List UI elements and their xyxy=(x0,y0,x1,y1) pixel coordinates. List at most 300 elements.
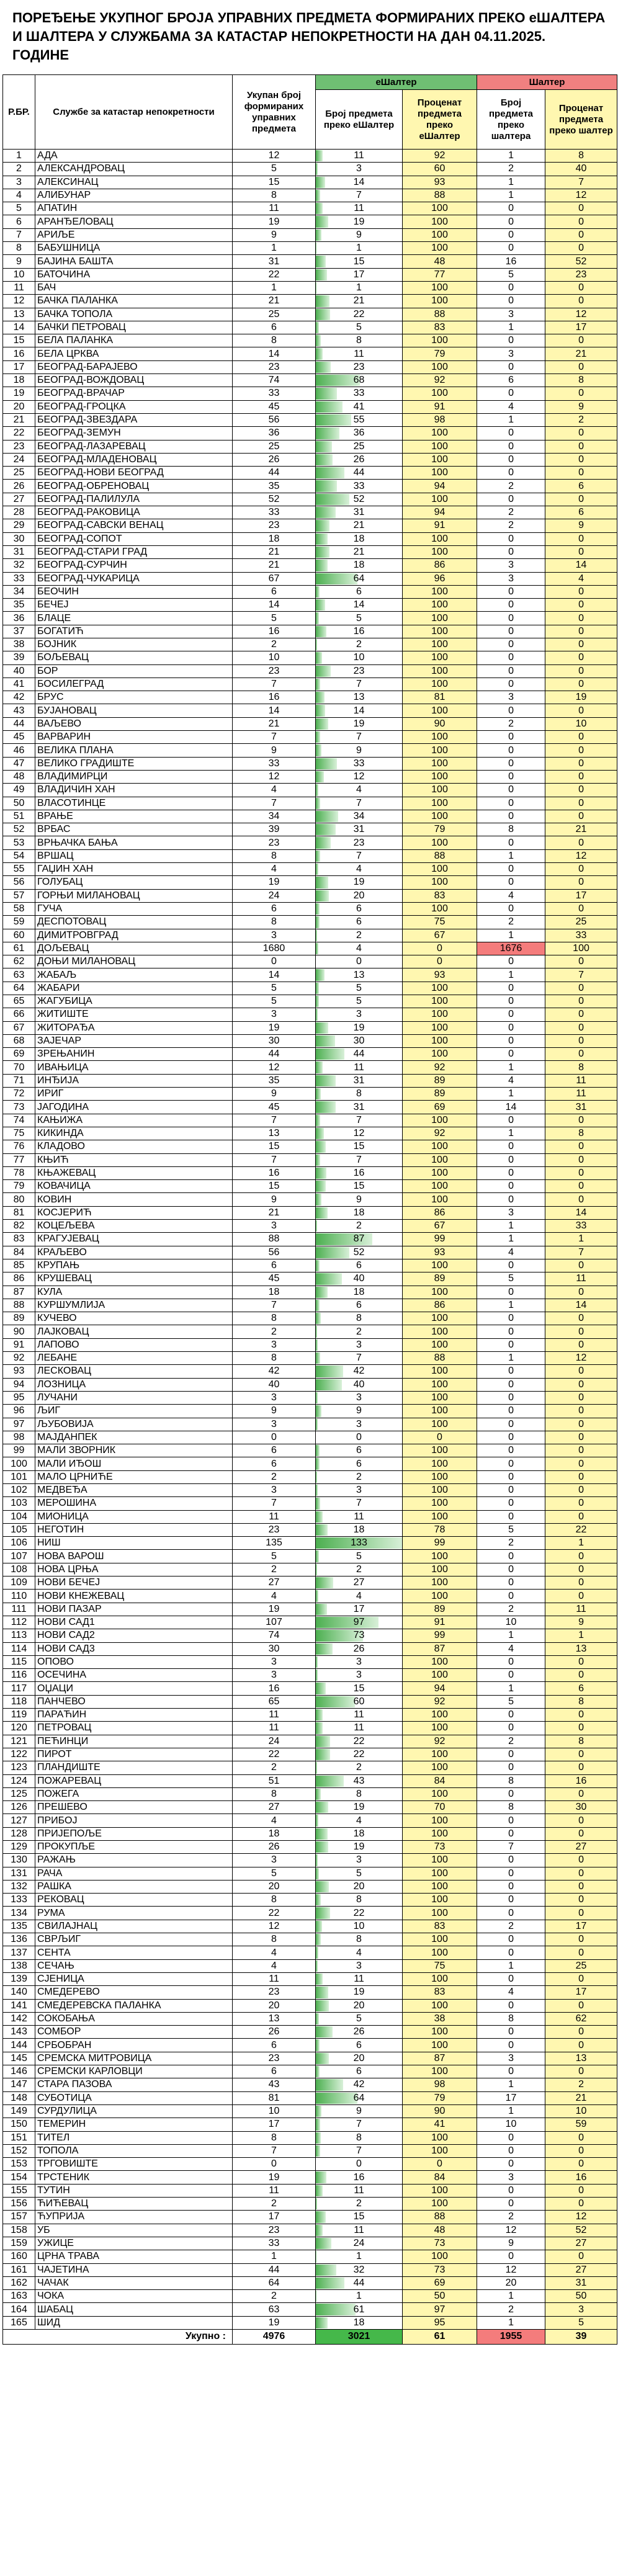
row-s-pct: 0 xyxy=(545,1391,617,1404)
table-row xyxy=(3,506,617,519)
row-e-pct: 100 xyxy=(403,1497,477,1510)
row-e-pct: 89 xyxy=(403,1074,477,1087)
row-number: 3 xyxy=(3,176,35,189)
table-row xyxy=(3,2224,617,2237)
row-total: 4 xyxy=(233,1959,316,1972)
row-total: 11 xyxy=(233,2184,316,2197)
table-row xyxy=(3,1431,617,1444)
row-number: 87 xyxy=(3,1286,35,1299)
row-s-pct: 0 xyxy=(545,625,617,638)
row-e-pct: 100 xyxy=(403,1444,477,1457)
row-s-count: 6 xyxy=(477,374,545,387)
table-row xyxy=(3,1933,617,1946)
row-e-pct: 97 xyxy=(403,2303,477,2316)
row-e-count xyxy=(316,2026,403,2039)
row-total: 23 xyxy=(233,836,316,849)
e-count-value: 3 xyxy=(356,1392,362,1403)
row-total: 51 xyxy=(233,1774,316,1787)
row-s-count: 1 xyxy=(477,968,545,982)
table-row xyxy=(3,1669,617,1682)
e-count-bar xyxy=(316,1709,323,1720)
e-count-bar xyxy=(316,851,320,862)
e-count-value: 43 xyxy=(353,1775,365,1786)
row-service-name: ВАЉЕВО xyxy=(35,717,233,730)
e-count-bar xyxy=(316,2013,319,2024)
e-count-value: 7 xyxy=(356,850,362,861)
e-count-bar xyxy=(316,1128,324,1139)
row-e-count xyxy=(316,2224,403,2237)
table-row xyxy=(3,2250,617,2263)
e-count-bar xyxy=(316,811,338,822)
row-number: 48 xyxy=(3,770,35,783)
row-s-pct: 12 xyxy=(545,308,617,321)
row-s-count: 2 xyxy=(477,1920,545,1933)
row-s-pct: 19 xyxy=(545,691,617,704)
row-number: 11 xyxy=(3,281,35,294)
header-e-count: Број предмета преко еШалтер xyxy=(316,90,403,150)
row-number: 6 xyxy=(3,215,35,228)
e-count-value: 41 xyxy=(353,401,365,412)
row-e-pct: 100 xyxy=(403,982,477,995)
row-service-name: ТЕМЕРИН xyxy=(35,2118,233,2131)
row-e-count xyxy=(316,1140,403,1153)
row-service-name: БОЈНИК xyxy=(35,638,233,651)
row-s-pct: 27 xyxy=(545,2263,617,2276)
row-number: 148 xyxy=(3,2091,35,2104)
table-row xyxy=(3,360,617,373)
row-number: 14 xyxy=(3,321,35,334)
e-count-bar xyxy=(316,903,320,915)
e-count-bar xyxy=(316,679,320,690)
row-e-count xyxy=(316,480,403,493)
row-s-count: 0 xyxy=(477,2026,545,2039)
row-e-pct: 100 xyxy=(403,1180,477,1193)
e-count-value: 11 xyxy=(354,2185,364,2196)
row-e-pct: 100 xyxy=(403,1655,477,1668)
row-service-name: ШАБАЦ xyxy=(35,2303,233,2316)
row-e-pct: 48 xyxy=(403,255,477,268)
row-e-pct: 100 xyxy=(403,2144,477,2157)
table-row xyxy=(3,1405,617,1418)
row-number: 63 xyxy=(3,968,35,982)
row-number: 103 xyxy=(3,1497,35,1510)
row-s-count: 4 xyxy=(477,1074,545,1087)
e-count-value: 31 xyxy=(353,1075,365,1086)
row-s-pct: 0 xyxy=(545,678,617,691)
e-count-value: 13 xyxy=(353,692,365,703)
row-number: 71 xyxy=(3,1074,35,1087)
row-e-count xyxy=(316,2078,403,2091)
row-s-count: 8 xyxy=(477,1774,545,1787)
row-e-pct: 100 xyxy=(403,427,477,440)
row-e-pct: 83 xyxy=(403,321,477,334)
e-count-value: 19 xyxy=(353,1802,365,1813)
row-s-count: 14 xyxy=(477,1101,545,1114)
row-s-pct: 0 xyxy=(545,334,617,347)
row-s-pct: 0 xyxy=(545,532,617,545)
row-service-name: АЛЕКСАНДРОВАЦ xyxy=(35,163,233,176)
row-e-count xyxy=(316,916,403,929)
row-number: 101 xyxy=(3,1470,35,1483)
row-service-name: ТОПОЛА xyxy=(35,2144,233,2157)
e-count-bar xyxy=(316,586,320,597)
row-s-pct: 0 xyxy=(545,467,617,480)
row-e-count xyxy=(316,1827,403,1840)
table-row xyxy=(3,2316,617,2329)
row-service-name: МАЛИ ЗВОРНИК xyxy=(35,1444,233,1457)
e-count-bar xyxy=(316,427,339,439)
table-row xyxy=(3,1418,617,1431)
row-number: 76 xyxy=(3,1140,35,1153)
row-e-pct: 100 xyxy=(403,1590,477,1603)
row-total: 30 xyxy=(233,1642,316,1655)
e-count-value: 68 xyxy=(353,375,365,386)
row-e-pct: 100 xyxy=(403,1827,477,1840)
row-number: 5 xyxy=(3,202,35,215)
e-count-value: 52 xyxy=(353,493,365,504)
table-row xyxy=(3,1180,617,1193)
row-service-name: ДОЉЕВАЦ xyxy=(35,942,233,955)
e-count-value: 7 xyxy=(356,1498,362,1509)
row-total: 11 xyxy=(233,1722,316,1735)
row-e-count xyxy=(316,453,403,466)
row-e-pct: 77 xyxy=(403,268,477,281)
row-e-pct: 100 xyxy=(403,1709,477,1722)
row-service-name: БОЉЕВАЦ xyxy=(35,651,233,664)
row-e-count xyxy=(316,1669,403,1682)
e-count-value: 7 xyxy=(356,679,362,690)
row-s-count: 0 xyxy=(477,955,545,968)
table-row xyxy=(3,2211,617,2224)
row-e-pct: 100 xyxy=(403,585,477,598)
row-number: 160 xyxy=(3,2250,35,2263)
row-e-pct: 100 xyxy=(403,215,477,228)
row-service-name: КОВИН xyxy=(35,1193,233,1206)
row-service-name: ЋУПРИЈА xyxy=(35,2211,233,2224)
row-number: 44 xyxy=(3,717,35,730)
row-e-count xyxy=(316,849,403,862)
e-count-bar xyxy=(316,1841,328,1853)
table-row xyxy=(3,1140,617,1153)
row-e-count xyxy=(316,1483,403,1496)
row-s-pct: 0 xyxy=(545,1550,617,1563)
row-e-count xyxy=(316,982,403,995)
row-number: 143 xyxy=(3,2026,35,2039)
row-s-count: 0 xyxy=(477,215,545,228)
row-s-count: 0 xyxy=(477,1761,545,1774)
row-e-pct: 98 xyxy=(403,2078,477,2091)
row-total: 23 xyxy=(233,360,316,373)
row-e-count xyxy=(316,215,403,228)
row-number: 50 xyxy=(3,797,35,810)
row-total: 18 xyxy=(233,532,316,545)
row-total: 5 xyxy=(233,163,316,176)
row-service-name: ИРИГ xyxy=(35,1088,233,1101)
row-service-name: НОВИ ПАЗАР xyxy=(35,1603,233,1616)
row-number: 145 xyxy=(3,2052,35,2065)
row-s-count: 0 xyxy=(477,2039,545,2052)
row-e-pct: 100 xyxy=(403,1470,477,1483)
row-number: 67 xyxy=(3,1021,35,1034)
table-row xyxy=(3,625,617,638)
row-service-name: СЕЧАЊ xyxy=(35,1959,233,1972)
table-row xyxy=(3,797,617,810)
row-service-name: ОПОВО xyxy=(35,1655,233,1668)
row-total: 39 xyxy=(233,823,316,836)
table-row xyxy=(3,1999,617,2012)
row-s-count: 1 xyxy=(477,321,545,334)
table-row xyxy=(3,1088,617,1101)
row-s-count: 1 xyxy=(477,1127,545,1140)
row-e-count xyxy=(316,625,403,638)
row-number: 157 xyxy=(3,2211,35,2224)
row-s-count: 2 xyxy=(477,519,545,532)
row-e-count xyxy=(316,1431,403,1444)
row-e-count xyxy=(316,440,403,453)
row-number: 130 xyxy=(3,1854,35,1867)
row-s-pct: 0 xyxy=(545,995,617,1008)
row-s-pct: 0 xyxy=(545,1748,617,1761)
e-count-value: 14 xyxy=(353,176,365,187)
row-e-pct: 91 xyxy=(403,400,477,413)
row-service-name: ТРГОВИШТЕ xyxy=(35,2158,233,2171)
e-count-value: 97 xyxy=(353,1617,365,1628)
e-count-bar xyxy=(316,216,328,227)
e-count-bar xyxy=(316,1749,330,1760)
row-e-pct: 91 xyxy=(403,519,477,532)
e-count-value: 40 xyxy=(353,1273,365,1284)
table-row xyxy=(3,1153,617,1166)
row-e-pct: 100 xyxy=(403,1972,477,1985)
row-s-pct: 50 xyxy=(545,2290,617,2303)
e-count-value: 1 xyxy=(356,243,362,254)
e-count-value: 11 xyxy=(354,2224,364,2235)
e-count-value: 5 xyxy=(356,982,362,993)
row-e-count xyxy=(316,1114,403,1127)
row-e-pct: 100 xyxy=(403,836,477,849)
row-service-name: ВЛАСОТИНЦЕ xyxy=(35,797,233,810)
row-total: 2 xyxy=(233,638,316,651)
row-total: 63 xyxy=(233,2303,316,2316)
row-e-count xyxy=(316,163,403,176)
row-e-pct: 100 xyxy=(403,2198,477,2211)
totals-e-pct: 61 xyxy=(403,2329,477,2344)
table-row xyxy=(3,1338,617,1351)
e-count-bar xyxy=(316,2225,323,2236)
row-e-count xyxy=(316,1959,403,1972)
row-number: 114 xyxy=(3,1642,35,1655)
row-s-count: 0 xyxy=(477,1166,545,1179)
e-count-value: 5 xyxy=(356,996,362,1007)
table-row xyxy=(3,1286,617,1299)
row-e-pct: 50 xyxy=(403,2290,477,2303)
row-s-pct: 0 xyxy=(545,757,617,770)
row-total: 23 xyxy=(233,2052,316,2065)
row-e-count xyxy=(316,1061,403,1074)
e-count-bar xyxy=(316,494,349,505)
row-total: 44 xyxy=(233,2263,316,2276)
row-total: 33 xyxy=(233,757,316,770)
row-total: 0 xyxy=(233,1431,316,1444)
row-s-pct: 0 xyxy=(545,1483,617,1496)
e-count-value: 9 xyxy=(356,1194,362,1205)
row-total: 3 xyxy=(233,1483,316,1496)
row-s-count: 2 xyxy=(477,1537,545,1550)
row-number: 102 xyxy=(3,1483,35,1496)
e-count-bar xyxy=(316,2185,323,2196)
e-count-value: 20 xyxy=(353,2052,365,2064)
e-count-bar xyxy=(316,1511,323,1523)
row-s-count: 0 xyxy=(477,585,545,598)
table-row xyxy=(3,770,617,783)
e-count-value: 13 xyxy=(353,969,365,980)
table-row xyxy=(3,1101,617,1114)
e-count-bar xyxy=(316,480,337,491)
row-e-count xyxy=(316,2303,403,2316)
row-number: 111 xyxy=(3,1603,35,1616)
row-e-pct: 100 xyxy=(403,1563,477,1576)
e-count-bar xyxy=(316,1815,318,1826)
row-total: 13 xyxy=(233,2012,316,2025)
row-number: 107 xyxy=(3,1550,35,1563)
row-number: 32 xyxy=(3,559,35,572)
row-s-pct: 27 xyxy=(545,1841,617,1854)
row-e-count xyxy=(316,902,403,915)
row-e-count xyxy=(316,1470,403,1483)
e-count-value: 23 xyxy=(353,665,365,676)
row-service-name: ВЕЛИКА ПЛАНА xyxy=(35,744,233,757)
row-number: 58 xyxy=(3,902,35,915)
table-row xyxy=(3,1233,617,1246)
row-total: 7 xyxy=(233,797,316,810)
row-number: 68 xyxy=(3,1034,35,1047)
row-e-count xyxy=(316,572,403,585)
row-e-pct: 92 xyxy=(403,374,477,387)
e-count-value: 18 xyxy=(353,1286,365,1297)
row-service-name: БОСИЛЕГРАД xyxy=(35,678,233,691)
row-e-count xyxy=(316,360,403,373)
e-count-value: 19 xyxy=(353,1987,365,1998)
row-e-pct: 100 xyxy=(403,334,477,347)
row-s-pct: 16 xyxy=(545,1774,617,1787)
row-s-count: 4 xyxy=(477,889,545,902)
row-s-count: 0 xyxy=(477,678,545,691)
row-service-name: БЕОГРАД-ВОЖДОВАЦ xyxy=(35,374,233,387)
table-row xyxy=(3,1972,617,1985)
row-total: 24 xyxy=(233,889,316,902)
e-count-bar xyxy=(316,1947,318,1958)
row-number: 10 xyxy=(3,268,35,281)
row-service-name: ПИРОТ xyxy=(35,1748,233,1761)
row-s-pct: 0 xyxy=(545,1259,617,1272)
row-s-pct: 12 xyxy=(545,2211,617,2224)
table-row xyxy=(3,1709,617,1722)
row-service-name: ВРШАЦ xyxy=(35,849,233,862)
row-s-pct: 0 xyxy=(545,1444,617,1457)
row-total: 16 xyxy=(233,625,316,638)
row-e-count xyxy=(316,717,403,730)
e-count-bar xyxy=(316,1115,320,1126)
row-e-pct: 90 xyxy=(403,717,477,730)
e-count-value: 1 xyxy=(356,282,362,293)
row-s-pct: 25 xyxy=(545,1959,617,1972)
e-count-bar xyxy=(316,335,321,346)
row-e-count xyxy=(316,413,403,426)
row-s-pct: 9 xyxy=(545,1616,617,1629)
table-row xyxy=(3,1034,617,1047)
row-e-pct: 100 xyxy=(403,664,477,678)
row-number: 149 xyxy=(3,2104,35,2118)
table-row xyxy=(3,982,617,995)
row-e-count xyxy=(316,1999,403,2012)
row-total: 19 xyxy=(233,1603,316,1616)
e-count-bar xyxy=(316,1722,323,1733)
row-total: 8 xyxy=(233,1352,316,1365)
row-s-count: 0 xyxy=(477,360,545,373)
row-number: 55 xyxy=(3,863,35,876)
row-number: 19 xyxy=(3,387,35,400)
e-count-value: 11 xyxy=(354,1062,364,1073)
row-e-count xyxy=(316,2052,403,2065)
row-s-count: 0 xyxy=(477,638,545,651)
row-number: 93 xyxy=(3,1365,35,1378)
row-s-pct: 0 xyxy=(545,2158,617,2171)
row-e-count xyxy=(316,347,403,360)
e-count-bar xyxy=(316,1696,355,1707)
row-e-count xyxy=(316,559,403,572)
row-e-pct: 100 xyxy=(403,1048,477,1061)
row-service-name: ЛЕСКОВАЦ xyxy=(35,1365,233,1378)
row-total: 23 xyxy=(233,1523,316,1536)
e-count-value: 7 xyxy=(356,797,362,808)
row-e-pct: 88 xyxy=(403,2211,477,2224)
row-s-pct: 0 xyxy=(545,281,617,294)
e-count-value: 27 xyxy=(353,1577,365,1588)
e-count-value: 16 xyxy=(353,625,365,637)
e-count-value: 18 xyxy=(353,1524,365,1536)
row-service-name: СТАРА ПАЗОВА xyxy=(35,2078,233,2091)
table-row xyxy=(3,2158,617,2171)
row-s-count: 0 xyxy=(477,1048,545,1061)
row-number: 104 xyxy=(3,1510,35,1523)
row-e-count xyxy=(316,1576,403,1590)
table-row xyxy=(3,1722,617,1735)
row-service-name: БЕОГРАД-РАКОВИЦА xyxy=(35,506,233,519)
e-count-value: 3 xyxy=(356,1960,362,1971)
row-number: 116 xyxy=(3,1669,35,1682)
row-number: 88 xyxy=(3,1299,35,1312)
row-s-pct: 0 xyxy=(545,863,617,876)
row-e-pct: 100 xyxy=(403,1550,477,1563)
row-total: 26 xyxy=(233,2026,316,2039)
e-count-value: 61 xyxy=(353,2304,365,2315)
row-total: 20 xyxy=(233,1880,316,1893)
row-total: 18 xyxy=(233,1827,316,1840)
totals-total: 4976 xyxy=(233,2329,316,2344)
e-count-value: 8 xyxy=(356,1934,362,1945)
row-number: 31 xyxy=(3,545,35,558)
row-number: 159 xyxy=(3,2237,35,2250)
row-number: 129 xyxy=(3,1841,35,1854)
table-row xyxy=(3,823,617,836)
row-service-name: БЕОГРАД-ОБРЕНОВАЦ xyxy=(35,480,233,493)
row-s-count: 1 xyxy=(477,1959,545,1972)
row-service-name: КОВАЧИЦА xyxy=(35,1180,233,1193)
row-total: 3 xyxy=(233,1669,316,1682)
e-count-bar xyxy=(316,2211,326,2222)
e-count-bar xyxy=(316,692,325,703)
e-count-bar xyxy=(316,2265,336,2276)
